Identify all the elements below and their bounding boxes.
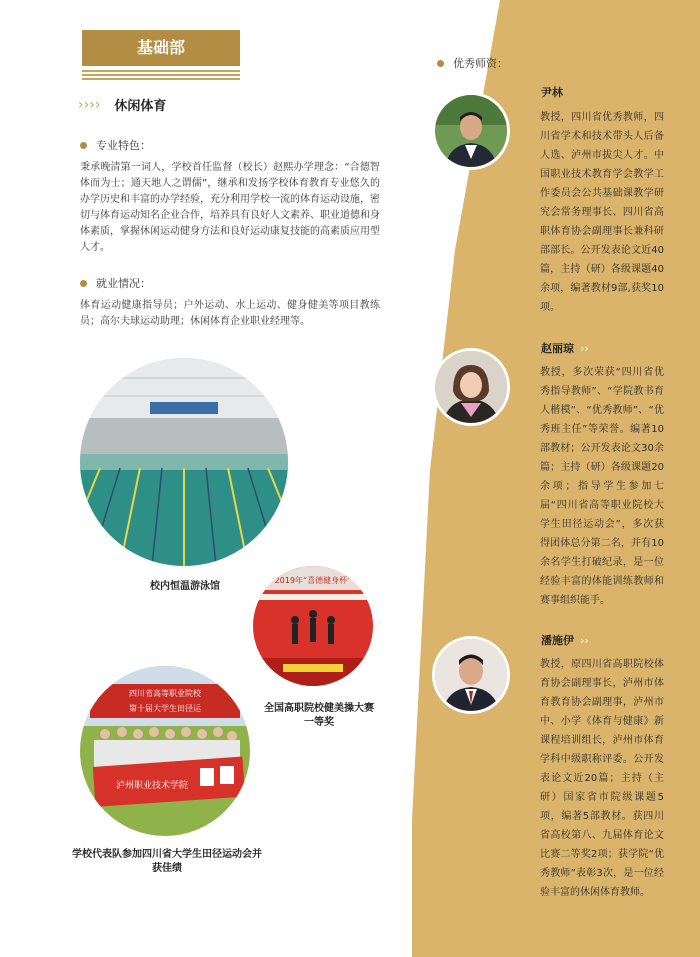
chevron-icon: ››	[580, 634, 589, 647]
track-team-photo	[80, 666, 250, 836]
track-caption: 学校代表队参加四川省大学生田径运动会并获佳绩	[72, 849, 262, 874]
teachers-heading	[437, 55, 508, 71]
teacher-bio-1: 教授，四川省优秀教师，四川省学术和技术带头人后备人选、泸州市拔尖人才。中国职业技术教育学会教学工作委员会公共基础课教学研究会常务理事长、四川省高职体育协会副理事长兼科研部部长。公开发表论文近40篇，主持（研）各级课题40余项，编著教材9部,获奖10项。	[540, 112, 664, 313]
teacher-portrait-zhaoliqiong	[432, 348, 510, 426]
bullet-dot-icon	[80, 142, 87, 149]
bullet-dot-icon	[80, 280, 87, 287]
features-heading	[80, 137, 151, 153]
swimming-pool-photo	[80, 358, 288, 566]
teacher-portrait-panshiyi	[432, 636, 510, 714]
employment-heading	[80, 275, 151, 291]
aerobics-caption: 全国高职院校健美操大赛一等奖	[264, 703, 374, 728]
major-heading	[78, 95, 166, 114]
teacher-name-3: 潘施伊 ››	[541, 634, 589, 647]
track-banner-mid: 第十届大学生田径运	[129, 704, 201, 713]
track-flag: 泸州职业技术学院	[115, 781, 189, 791]
teacher-bio-3: 教授，原四川省高职院校体育协会副理事长，泸州市体育教育协会副理事，泸州市中、小学《体育与健康》新课程培训组长，泸州市体育学科中级职称评委。公开发表论文近20篇；主持（主研）国家省市院级课题5 项，编著5部教材。获四川省高校第八、九届体育论文比赛二等奖2项；获学院“优秀教师”表彰3次，是一位经验丰富的休闲体育教师。	[540, 659, 664, 898]
features-text: 秉承晚清第一词人，学校首任监督（校长）赵熙办学理念：“合德智体而为士；通天地人之谓儒”，继承和发扬学校体育教育专业悠久的办学历史和丰富的办学经验，充分利用学校一流的体育运动设施，密切与体育运动知名企业合作，培养具有良好人文素养、职业道德和身体素质，掌握休闲运动健身方法和良好运动康复技能的高素质应用型人才。	[80, 162, 380, 253]
employment-text: 体育运动健康指导员；户外运动、水上运动、健身健美等项目教练员；高尔夫球运动助理；休闲体育企业职业经理等。	[80, 300, 380, 327]
teacher-name-2: 赵丽琼 ››	[541, 342, 589, 355]
track-banner-top: 四川省高等职业院校	[129, 689, 201, 698]
teacher-bio-2: 教授，多次荣获“四川省优秀指导教师”、“学院教书育人楷模”、“优秀教师”、“优秀班主任”等荣誉。编著10部教材；公开发表论文30余篇；主持（研）各级课题20余项；指导学生参加七届“四川省高等职业院校大学生田径运动会”，多次获得团体总分第二名，并有10余名学生打破纪录，是一位经验丰富的体能训练教师和赛事组织能手。	[540, 367, 664, 606]
department-tab: 基础部	[82, 30, 240, 66]
department-underline	[82, 68, 240, 80]
bullet-dot-icon	[437, 60, 444, 67]
aerobics-banner: 2019年“喜德健身杯”	[274, 576, 352, 585]
chevron-icon: ››››	[78, 96, 101, 113]
aerobics-photo	[253, 566, 373, 686]
employment-heading-label: 就业情况：	[96, 277, 151, 290]
features-heading-label: 专业特色：	[96, 139, 151, 152]
major-title: 休闲体育	[114, 99, 167, 114]
teachers-heading-label: 优秀师资：	[453, 57, 508, 70]
chevron-icon: ››	[580, 342, 589, 355]
pool-caption: 校内恒温游泳馆	[150, 581, 220, 592]
teacher-portrait-yinlin	[432, 92, 510, 170]
teacher-name-1: 尹林	[541, 86, 563, 99]
